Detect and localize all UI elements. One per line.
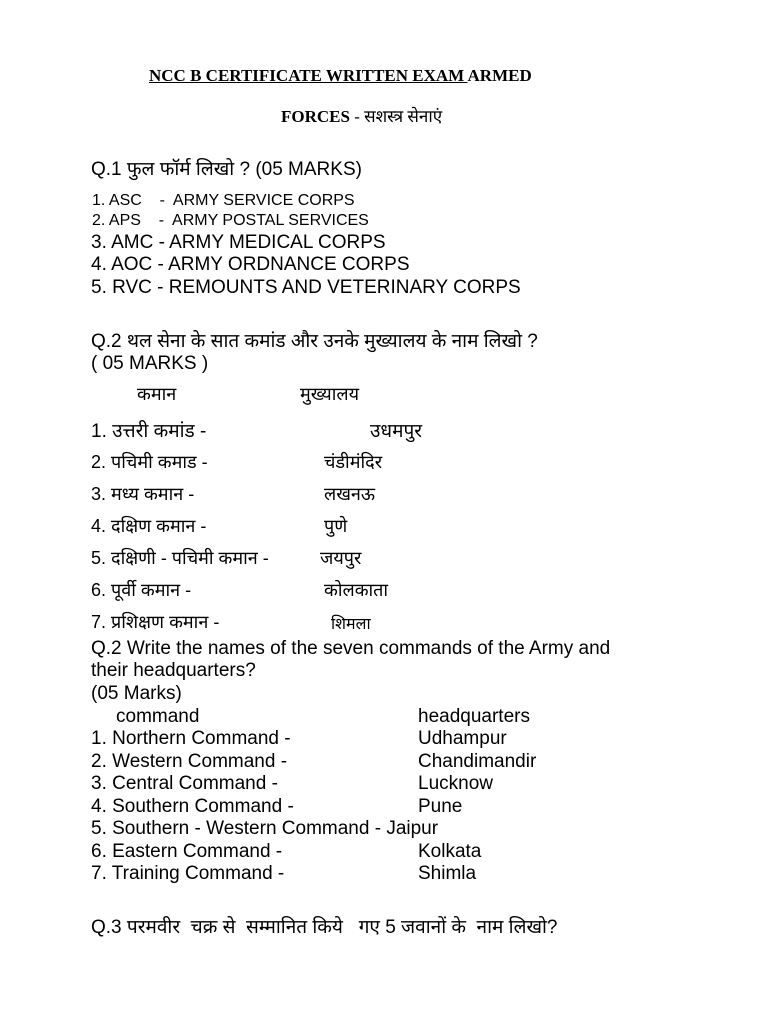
q1-item-3: 3. AMC - ARMY MEDICAL CORPS (91, 232, 386, 253)
q2-english-row-4-command: 4. Southern Command - (91, 796, 294, 817)
q2-hindi-row-1-hq: उधमपुर (370, 421, 423, 442)
q2-hindi-row-7-hq: शिमला (331, 616, 371, 633)
q2-english-row-4-hq: Pune (418, 796, 463, 817)
q2-english-row-1-hq: Udhampur (418, 728, 507, 749)
q2-english-col-command: command (116, 706, 200, 727)
q2-hindi-row-5-command: 5. दक्षिणी - पचिमी कमान - (91, 548, 269, 568)
q1-item-5: 5. RVC - REMOUNTS AND VETERINARY CORPS (91, 277, 521, 298)
q3-heading: Q.3 परमवीर चक्र से सम्मानित किये गए 5 जवानों के नाम लिखो? (91, 917, 558, 938)
q2-english-row-3-command: 3. Central Command - (91, 773, 278, 794)
q2-english-row-6-hq: Kolkata (418, 841, 482, 862)
q2-english-marks: (05 Marks) (91, 683, 182, 704)
q2-hindi-col-hq: मुख्यालय (300, 384, 360, 404)
q2-hindi-marks: ( 05 MARKS ) (91, 353, 209, 374)
q2-english-row-7-command: 7. Training Command - (91, 863, 285, 884)
q2-hindi-row-4-hq: पुणे (324, 516, 348, 536)
q2-english-row-6-command: 6. Eastern Command - (91, 841, 283, 862)
q2-english-row-2-hq: Chandimandir (418, 751, 537, 772)
q2-hindi-row-6-hq: कोलकाता (324, 580, 389, 600)
q2-english-row-3-hq: Lucknow (418, 773, 493, 794)
q2-hindi-col-command: कमान (137, 384, 177, 404)
q2-hindi-row-4-command: 4. दक्षिण कमान - (91, 516, 207, 536)
q2-english-heading-line-1: Q.2 Write the names of the seven commands of the Army and (91, 638, 611, 659)
title-armed: ARMED (467, 66, 532, 85)
q2-english-col-hq: headquarters (418, 706, 530, 727)
q2-hindi-row-3-hq: लखनऊ (324, 484, 376, 504)
q2-hindi-row-2-command: 2. पचिमी कमाड - (91, 452, 208, 472)
document-title-line-2 (281, 104, 442, 127)
q2-hindi-row-3-command: 3. मध्य कमान - (91, 484, 195, 504)
q2-hindi-row-6-command: 6. पूर्वी कमान - (91, 580, 192, 600)
title-forces: FORCES (281, 107, 350, 126)
q2-english-row-7-hq: Shimla (418, 863, 477, 884)
title-underlined: NCC B CERTIFICATE WRITTEN EXAM (149, 66, 468, 85)
q1-item-2: 2. APS - ARMY POSTAL SERVICES (92, 212, 369, 229)
q1-heading: Q.1 फुल फॉर्म लिखो ? (05 MARKS) (91, 159, 362, 180)
q2-hindi-row-2-hq: चंडीमंदिर (324, 452, 383, 472)
q1-item-4: 4. AOC - ARMY ORDNANCE CORPS (91, 254, 410, 275)
q2-english-row-2-command: 2. Western Command - (91, 751, 288, 772)
q2-english-row-5-command: 5. Southern - Western Command - Jaipur (91, 818, 439, 839)
q2-hindi-row-7-command: 7. प्रशिक्षण कमान - (91, 612, 220, 632)
q2-hindi-heading: Q.2 थल सेना के सात कमांड और उनके मुख्यालय के नाम लिखो ? (91, 331, 538, 352)
q2-hindi-row-5-hq: जयपुर (320, 548, 362, 568)
q2-hindi-row-1-command: 1. उत्तरी कमांड - (91, 421, 207, 442)
document-title-line-1 (149, 66, 532, 86)
q2-english-row-1-command: 1. Northern Command - (91, 728, 291, 749)
q1-item-1: 1. ASC - ARMY SERVICE CORPS (92, 192, 355, 209)
q2-english-heading-line-2: their headquarters? (91, 660, 256, 681)
title-hindi: - सशस्त्र सेनाएं (349, 107, 443, 126)
